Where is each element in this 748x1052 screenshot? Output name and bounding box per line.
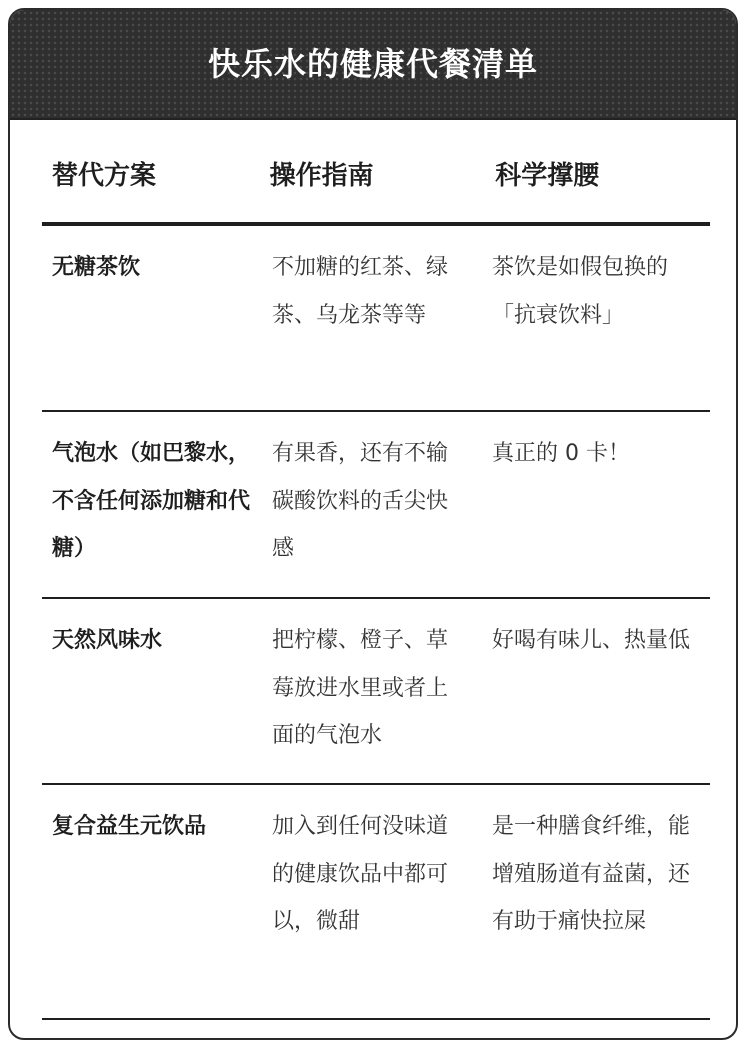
table-header-row xyxy=(42,120,710,226)
drink-table xyxy=(42,120,710,1020)
table-row xyxy=(42,412,710,599)
option-cell: 气泡水（如巴黎水，不含任何添加糖和代糖） xyxy=(52,441,251,561)
option-cell: 无糖茶饮 xyxy=(52,255,141,280)
science-cell: 好喝有味儿、热量低 xyxy=(492,628,691,653)
option-cell: 复合益生元饮品 xyxy=(52,814,207,839)
guide-cell: 加入到任何没味道的健康饮品中都可以，微甜 xyxy=(272,814,449,934)
option-cell: 天然风味水 xyxy=(52,628,163,653)
science-cell: 真正的 0 卡！ xyxy=(492,441,630,466)
science-cell: 是一种膳食纤维，能增殖肠道有益菌，还有助于痛快拉屎 xyxy=(492,814,691,934)
column-header-guide: 操作指南 xyxy=(269,160,374,191)
science-cell: 茶饮是如假包换的「抗衰饮料」 xyxy=(492,255,669,328)
card xyxy=(8,8,738,1040)
column-header-option: 替代方案 xyxy=(52,160,157,191)
table-row xyxy=(42,599,710,785)
header-banner xyxy=(10,10,736,120)
guide-cell: 有果香，还有不输碳酸饮料的舌尖快感 xyxy=(272,441,449,561)
page-title: 快乐水的健康代餐清单 xyxy=(207,45,538,83)
column-header-science: 科学撑腰 xyxy=(495,160,600,191)
table-row xyxy=(42,226,710,412)
table-row xyxy=(42,785,710,1020)
guide-cell: 不加糖的红茶、绿茶、乌龙茶等等 xyxy=(272,255,449,328)
guide-cell: 把柠檬、橙子、草莓放进水里或者上面的气泡水 xyxy=(272,628,449,748)
